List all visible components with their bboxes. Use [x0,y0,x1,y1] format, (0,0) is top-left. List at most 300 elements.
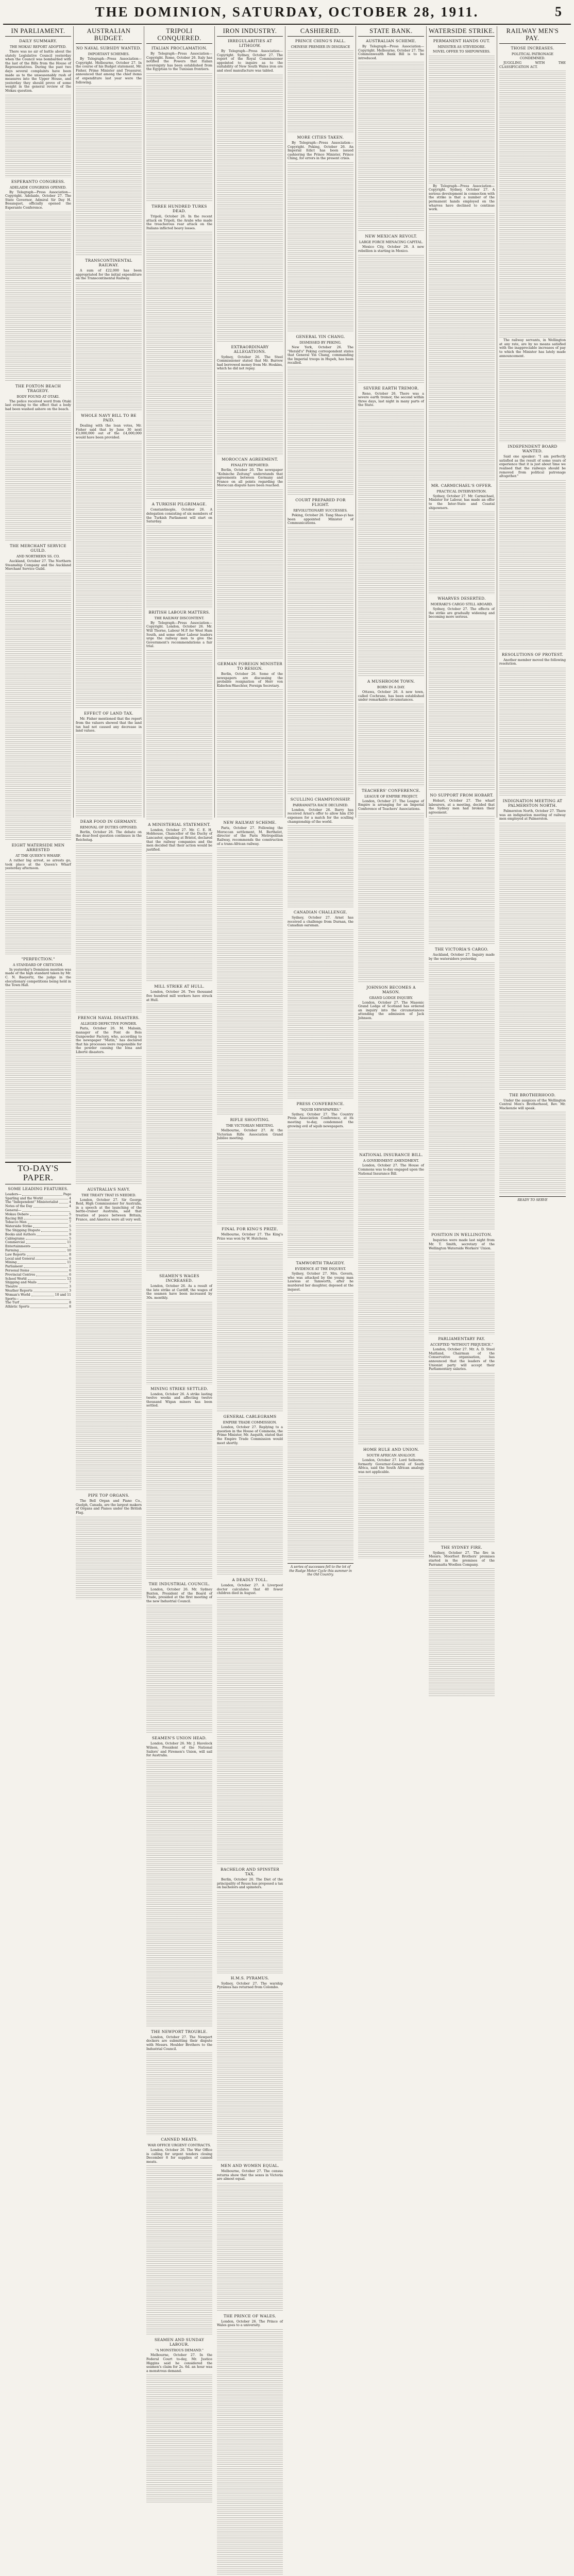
article-body-lines [76,86,142,256]
column-5 [285,26,356,1577]
toc-row [5,1269,71,1273]
article-body-lines [499,1112,566,1194]
article-body-lines [499,360,566,442]
article-body-lines [5,212,71,382]
toc-subheading: SOME LEADING FEATURES. [8,1186,69,1191]
column-8 [497,26,568,1202]
toc-page: 11 [67,1241,71,1245]
toc-leader [30,1213,68,1216]
toc-label: Law Reports [5,1252,26,1257]
article-heading: PERMANENT HANDS OUT. [433,39,491,43]
article-heading: IRREGULARITIES AT LITHGOW. [228,39,272,48]
article-text: Berlin, October 26. The Diet of the principality of Reuss has proposed a tax on bachelors and spinsters. [217,1877,283,1890]
article-text: London, October 27. Replying to a question in the House of Commons, the Prime Minister, Mr. Asquith, stated that the Empire Trade Commission would meet shortly. [217,1426,283,1445]
toc-row [5,1261,71,1265]
article-heading: WHOLE NAVY BILL TO BE PAID. [81,413,137,422]
article-text: London, October 27. Lord Selborne, formerly Governor-General of South Africa, said the South African analogy was not applicable. [358,1459,424,1475]
toc-leader [24,1217,68,1220]
toc-page: 5 [69,1236,71,1241]
article-heading: NEW MEXICAN REVOLT. [365,234,417,239]
toc-leader [22,1209,70,1212]
article-body-lines [288,367,353,496]
toc-page: 2 [69,1265,71,1269]
article-text: The railway servants, in Wellington at any rate, are by no means satisfied with the inappreciable increases of pay to which the Minister has lately made announcement. [499,338,566,358]
article-text: Hobart, October 27. The wharf labourers, at a meeting, decided that the Sydney men had broken their agreement. [429,799,495,815]
article-text: Said one speaker: "I am perfectly satisfied as the result of some years of experience that it is just about time we realised that the railways should be removed from political patronage altogether." [499,455,566,479]
article-heading: EIGHT WATERSIDE MEN ARRESTED [11,843,65,853]
article-heading: THREE HUNDRED TURKS DEAD. [151,204,207,213]
toc-row [5,1297,71,1301]
toc-leader [59,1200,68,1204]
article-subheading: POLITICAL PATRONAGE CONDEMNED. [511,52,554,60]
article-text: Sydney, October 27. The effects of the strike are gradually widening and becoming more serious. [429,607,495,619]
article-subheading: A GOVERNMENT AMENDMENT. [363,1159,419,1163]
article-subheading: REMOVAL OF DUTIES OPPOSED. [80,825,138,829]
article-subheading: WAR OFFICE URGENT CONTRACTS. [147,2143,211,2148]
article-subheading: GRAND LODGE INQUIRY. [369,995,413,1000]
article-text: London, October 27. Mr. C. E. H. Hobhouse, Chancellor of the Duchy of Lancaster, speaking at Bristol, declared that the railway companies and the men decided that their action would be justified. [146,828,212,852]
toc-page: Page [63,1192,71,1196]
article-body-lines [146,526,212,608]
toc-row [5,1241,71,1245]
columns [3,26,571,2373]
toc-label: Athletic Sports [5,1305,29,1309]
toc-row [5,1229,71,1233]
article-body-lines [146,853,212,982]
article-text: By Telegraph—Press Association—Copyright. Sydney, October 27. The report of the Royal Commissioner appointed to inquire as to the suitability of New South Wales iron ore and steel manufacture was tabled. [217,49,283,73]
article-subheading: THE RAILWAY DISCONTENT. [154,616,205,620]
article-text: Auckland, October 27. The Northern Steamship Company and the Auckland Merchant Service Guild. [5,560,71,571]
toc-page: 4 [69,1205,71,1209]
article-heading: FRENCH NAVAL DISASTERS. [77,1015,140,1021]
article-body-lines [76,1517,142,1599]
toc-label: Cablegrams [5,1236,25,1241]
toc-row [5,1217,71,1221]
article-heading: SEAMEN'S WAGES INCREASED. [159,1274,199,1283]
article-body-lines [358,1177,424,1445]
article-heading: THE SYDNEY FIRE. [441,1545,483,1550]
toc-page: 10 [67,1248,71,1252]
article-text: London, October 26. Two thousand five hundred mill workers have struck at Hull. [146,990,212,1002]
article-body-lines [76,1056,142,1185]
article-text: By Telegraph—Press Association—Copyright. Rome, October 26. Italy has notified the Powers that Italian sovereignty has been established from the Egyptian to the Tunisian frontiers. [146,52,212,72]
article-body-lines [358,255,424,384]
article-body-lines [429,56,495,184]
article-heading: THE BROTHERHOOD. [509,1092,556,1097]
article-text: Mexico City, October 26. A new rebellion is starting in Mexico. [358,245,424,253]
article-body-lines [429,1568,495,1697]
article-text: Melbourne, October 27. In the Federal Court to-day, Mr. Justice Higgins said he considered the seamen's claim for 2s. 6d. an hour was a monstrous demand. [146,2353,212,2373]
toc-row [5,1281,71,1285]
advertisement: READY TO SERVE [499,1196,566,1202]
article-heading: A DEADLY TOLL. [232,1578,268,1583]
article-heading: INDEPENDENT BOARD WANTED. [508,444,558,454]
toc-label: School World [5,1277,27,1281]
toc-leader [26,1237,68,1240]
toc-leader [33,1205,68,1208]
article-body-lines [146,1004,212,1272]
article-body-lines [76,1223,142,1491]
article-text: Sydney, October 27. The fire in Messrs. Moorfoot Brothers' premises started in the premises of the Parramatta Woollen Company. [429,1551,495,1567]
article-heading: A TURKISH PILGRIMAGE. [151,502,207,507]
toc-row [5,1213,71,1217]
toc-row [5,1237,71,1241]
toc-leader [41,1229,68,1232]
article-body-lines [358,409,424,677]
article-subheading: DISMISSED BY PEKING. [299,340,342,345]
article-body-lines [146,650,212,820]
toc-page: 5 [69,1228,71,1232]
toc-row [5,1285,71,1289]
column-heading: RAILWAY MEN'S PAY. [499,27,566,44]
article-body-lines [146,1302,212,1384]
article-text: London, October 26. Barry has received Arnst's offer to allow him £50 expenses for a match for the sculling championship of the world. [288,808,353,824]
toc-page: 6 [69,1268,71,1273]
toc-label: Provincial Centres [5,1273,36,1277]
article-text: JUGGLING WITH THE CLASSIFICATION ACT. [499,61,566,69]
column-heading: CASHIERED. [288,27,353,37]
article-subheading: SOUTH AFRICAN ANALOGY. [366,1453,416,1458]
toc-label: Woman's World [5,1293,30,1297]
column-heading: AUSTRALIAN BUDGET. [76,27,142,44]
article-subheading: MOERAKI'S CARGO STILL ABOARD. [430,602,493,607]
article-body-lines [217,1142,283,1225]
article-heading: THE VICTORIA'S CARGO. [434,947,489,952]
article-subheading: BODY FOUND AT OTAKI. [16,394,60,399]
article-heading: POSITION IN WELLINGTON. [431,1232,492,1238]
column-heading: IN PARLIAMENT. [5,27,71,37]
toc-row [5,1197,71,1201]
article-text: New York, October 26. The "Herald's" Peking correspondent states that General Yin Chang, commanding the Imperial troops in Hupeh, has been recalled. [288,345,353,365]
article-heading: THE INDUSTRIAL COUNCIL. [148,1581,210,1586]
article-text: Under the auspices of the Wellington Central Men's Brotherhood, Rev. Mr. Mackenzie will speak. [499,1098,566,1110]
article-heading: MORE CITIES TAKEN. [297,135,344,140]
article-body-lines [146,232,212,500]
article-text: Peking, October 26. Tang Shao-yi has been appointed Minister of Communications. [288,513,353,526]
toc-label: Leaders— [5,1192,22,1196]
article-heading: THOSE INCREASES. [511,46,554,50]
column-7 [427,26,497,1567]
toc-label: Mokau Debate [5,1212,29,1216]
toc-row [5,1289,71,1293]
toc-leader [28,1221,68,1224]
article-heading: MINING STRIKE SETTLED. [150,1386,208,1391]
article-text: By Telegraph—Press Association—Copyright. Melbourne, October 27. In the course of his Budget statement, Mr. Fisher, Prime Minister and Treasurer, announced that among the chief items of expenditure last year were the following. [76,57,142,84]
article-subheading: ACCEPTED "WITHOUT PREJUDICE." [430,1343,494,1347]
article-subheading: EMPIRE TRADE COMMISSION. [223,1420,277,1425]
toc-label: The "Independent" Ministerialist [5,1200,59,1205]
article-text: Tripoli, October 26. In the recent attack on Tripoli, the Arabs who made the treacherous rear attack on the Italians inflicted heavy losses. [146,214,212,230]
toc-page: 4 [69,1196,71,1200]
toc-label: Farming [5,1248,19,1252]
toc-leader [30,1269,68,1272]
article-heading: SEVERE EARTH TREMOR. [363,385,419,391]
article-subheading: THE MOKAU REPORT ADOPTED. [9,45,66,49]
article-body-lines [5,413,71,541]
toc-leader [36,1273,68,1276]
article-body-lines [5,95,71,177]
article-heading: RESOLUTIONS OF PROTEST. [501,652,564,657]
article-heading: WHARVES DESERTED. [437,596,486,601]
article-heading: INDIGNATION MEETING AT PALMERSTON NORTH. [502,798,563,808]
article-body-lines [288,527,353,795]
article-text: Berlin, October 26. The newspaper "Kolnische Zeitung" understands that agreements between Germany and France on all points regarding the Moroccan dispute have been reached. [217,468,283,488]
article-text: NOVEL OFFER TO SHIPOWNERS. [433,50,491,54]
article-text: A rather big arrest, so arrests go, took place at the Queen's Wharf yesterday afternoon. [5,859,71,871]
article-text: London, October 27. Sir George Reid, High Commissioner for Australia, in a speech at the launching of the battle-cruiser Australia, said that treaties of peace between Britain, France, and America were all very well. [76,1198,142,1222]
article-body-lines [429,962,495,1230]
article-heading: BACHELOR AND SPINSTER TAX. [221,1867,279,1876]
article-text: Reno, October 26. There was a severe earth tremor, the second within three days, last night in many parts of the State. [358,392,424,408]
article-text: Auckland, October 27. Inquiry made by the watersiders yesterday. [429,953,495,961]
article-text: Another member moved the following resolution. [499,658,566,666]
toc-page: 8 [69,1305,71,1309]
toc-label: Notes of the Day [5,1205,32,1209]
article-body-lines [358,1476,424,1558]
article-heading: THE MERCHANT SERVICE GUILD. [10,544,66,553]
article-text: London, October 27. The Newport dockers are submitting their dispute with Messrs. Houlder Brothers to the Industrial Council. [146,2035,212,2051]
article-body-lines [358,62,424,232]
toc-row [5,1209,71,1213]
article-text: London, October 26. The Prince of Wales goes to a university. [217,2319,283,2328]
toc-row [5,1265,71,1269]
article-text: Palmerston North, October 27. There was an indignation meeting of railway men employed at Palmerston. [499,809,566,821]
toc-page: 3 [69,1289,71,1293]
article-text: The police received word from Otaki last evening to the effect that a body had been washed ashore on the beach. [5,399,71,411]
toc-label: Local and General [5,1257,35,1261]
toc-row [5,1293,71,1297]
article-heading: ITALIAN PROCLAMATION. [151,46,208,50]
article-heading: EFFECT OF LAND TAX. [84,711,133,716]
article-body-lines [499,71,566,338]
article-heading: A MINISTERIAL STATEMENT. [148,822,211,827]
toc-leader [27,1253,68,1256]
toc-page: 7 [69,1281,71,1285]
toc-leader [30,1305,68,1308]
article-body-lines [217,1447,283,1575]
article-text: Sydney, October 27. Arnst has received a challenge from Durnan, the Canadian oarsman. [288,916,353,928]
toc-leader [24,1265,68,1268]
article-body-lines [358,813,424,983]
article-body-lines [429,213,495,481]
article-body-lines [217,848,283,1115]
article-body-lines [76,843,142,1013]
article-subheading: EVIDENCE AT THE INQUEST. [295,1267,346,1272]
toc-row [5,1277,71,1281]
toc-row [5,1305,71,1309]
article-body-lines [288,825,353,908]
article-text: London, October 26. Mr. J. Havelock Wilson, President of the National Sailors' and Firemen's Union, will sail for Australia. [146,1742,212,1758]
article-text: Paris, October 26. M. Malssin, manager of the Pont de Bois Gunpowder Factory, who, according to the newspaper "Matin," has declared that his processes were responsible for the powder causing the Iéna and Liberté disasters. [76,1027,142,1055]
article-heading: CANADIAN CHALLENGE. [293,910,348,915]
toc-label: Mining [5,1261,17,1265]
toc-heading: TO-DAY'S PAPER. [5,1164,71,1184]
article-heading: FINAL FOR KING'S PRIZE. [222,1227,278,1232]
article-body-lines [5,573,71,841]
column-3 [144,26,215,2373]
column-4 [215,26,285,2328]
toc-label: Sparling and the World [5,1196,43,1200]
article-subheading: FINALITY REPORTED. [230,463,269,467]
toc-page: 11 [67,1261,71,1265]
article-heading: TAMWORTH TRAGEDY. [296,1261,345,1266]
toc-label: Shipping and Mails [5,1281,37,1285]
article-heading: BRITISH LABOUR MATTERS. [148,609,210,615]
article-body-lines [217,75,283,343]
toc-leader [20,1301,68,1304]
column-heading: IRON INDUSTRY. [217,27,283,37]
article-text: London, October 26. The War Office is calling for urgent tenders closing December 8 for supplies of canned meats. [146,2148,212,2164]
toc-label: Books and Authors [5,1232,36,1236]
toc-row [5,1273,71,1277]
advertisement: A series of successes fell to the lot of the Rudge Motor Cycle this summer in the Old Country. [288,1563,353,1577]
article-text: London, October 27. The League of Empire is arranging for an Imperial Conference of Teachers' Associations. [358,799,424,811]
article-text: In yesterday's Dominion mention was made of the high standard taken by Mr. C. N. Baeyertz, the judge in the elocutionary competitions being held in the Town Hall. [5,968,71,988]
article-heading: NEW RAILWAY SCHEME. [223,820,277,825]
article-text: Paris, October 27. Following the Moroccan settlement, M. Berthelot, director of the Paris Metropolitan Railway, recommends the construction of a trans-African railway. [217,826,283,846]
article-subheading: "SQUIB NEWSPAPERS." [300,1107,341,1112]
article-subheading: ALLEGED DEFECTIVE POWDER. [80,1022,137,1026]
article-heading: SEAMEN'S UNION HEAD. [151,1736,207,1741]
article-text: London, October 26. As a result of the late strike at Cardiff, the wages of the seamen have been increased by 30s. monthly. [146,1284,212,1300]
article-text: London, October 27. The Masonic Grand Lodge of Scotland has ordered an inquiry into the circumstances attending the admission of Jack Johnson. [358,1001,424,1020]
toc-page: 4 [69,1200,71,1205]
article-text: Sydney, October 27. Mrs. Govern, who was attacked by the young man Lawless at Tamworth, after he murdered her daughter, deposed at the inquest. [288,1272,353,1292]
toc-label: Personal Items [5,1268,29,1273]
toc-leader [33,1225,68,1228]
article-heading: THE NEWPORT TROUBLE. [151,2029,208,2034]
toc-page: 6 [69,1257,71,1261]
article-body-lines [217,1991,283,2161]
article-heading: H.M.S. PYRAMUS. [230,1975,269,1980]
article-subheading: PARRAMATTA RACE DECLINED. [293,803,348,807]
article-subheading: ADELAIDE CONGRESS OPENED. [10,185,66,190]
article-heading: MILL STRIKE AT HULL. [154,984,205,989]
article-body-lines [217,489,283,659]
article-heading: PIPE TOP ORGANS. [88,1493,130,1498]
article-body-lines [288,1130,353,1259]
article-heading: SCULLING CHAMPIONSHIP. [290,796,351,802]
article-text: Berlin, October 26. The debate on the dear-food question continues in the Reichstag. [76,830,142,842]
column-6 [356,26,427,1475]
article-text: Dealing with the loan votes, Mr. Fisher said that by June 30 next £3,000,000 out of the £4,000,000 would have been provided. [76,423,142,439]
toc-row [5,1225,71,1229]
toc-page: 6 [69,1216,71,1221]
article-heading: AUSTRALIAN SCHEME. [366,39,416,43]
toc-row [5,1249,71,1253]
toc-page: 6 [69,1273,71,1277]
article-subheading: MINISTER AS STEVEDORE. [437,45,486,49]
article-heading: SEAMEN AND SUNDAY LABOUR. [154,2337,205,2347]
article-text: Sydney, October 27. Mr. Carmichael, Minister for Labour, has made an offer to the Inter-State and Coastal shipowners. [429,494,495,510]
article-text: The Bell Organ and Piano Co., Guelph, Canada, are the largest makers of Organs and Pianos under the British Flag. [76,1499,142,1515]
article-body-lines [217,372,283,455]
article-text: Melbourne, October 27. The census returns show that the sexes in Victoria are almost equal. [217,2169,283,2181]
article-text: London, October 27. A Liverpool doctor calculates that 40 fewer children died in August. [217,1584,283,1596]
article-body-lines [288,162,353,332]
article-subheading: THE VICTORIAN MEETING. [226,1124,274,1128]
article-text: A sum of £22,000 has been appropriated for the initial expenditure on the Transcontinental Railway. [76,269,142,281]
article-text: Sydney, October 26. The Steel Commissioner stated that Mr. Burrow had borrowed money from Mr. Hoskins, which he did not repay. [217,355,283,371]
article-body-lines [429,1373,495,1543]
toc-list [5,1193,71,1309]
toc-label: Waterside Strike [5,1225,32,1229]
article-text: London, October 26. Mr. Sydney Buxton, President of the Board of Trade, presided at the first meeting of the new Industrial Council. [146,1587,212,1603]
article-subheading: PRACTICAL INTERVENTION. [436,489,487,494]
article-body-lines [217,2329,283,2576]
article-heading: "PERFECTION." [21,956,55,961]
article-body-lines [499,823,566,1091]
toc-leader [37,1233,68,1236]
toc-label: The Shipping Dispute [5,1228,40,1232]
toc-leader [19,1285,68,1288]
article-body-lines [217,1891,283,1974]
toc-row [5,1205,71,1209]
toc-page: 5 [69,1225,71,1229]
article-heading: PRINCE CHING'S FALL. [295,39,346,43]
article-body-lines [5,989,71,1159]
article-text: By Telegraph—Press Association—Copyright. Adelaide, October 27. The State Governor, Admiral Sir Day H. Bosanquet, officially opened the Esperanto Conference. [5,190,71,210]
article-body-lines [146,1605,212,1734]
article-heading: GENERAL CABLEGRAMS [223,1414,277,1419]
toc-leader [20,1249,66,1252]
column-2 [74,26,144,1515]
toc-label: Tobacco Men [5,1221,27,1225]
toc-row [5,1257,71,1261]
article-subheading: CHINESE PREMIER IN DISGRACE [291,45,350,49]
article-subheading: AT THE QUEEN'S WHARF. [15,854,61,858]
article-body-lines [288,929,353,1099]
toc-leader [18,1261,66,1264]
article-heading: GENERAL YIN CHANG. [296,334,345,339]
toc-label: Theatre [5,1285,18,1289]
article-body-lines [499,480,566,650]
toc-row [5,1200,71,1205]
article-body-lines [288,50,353,133]
article-heading: NATIONAL INSURANCE BILL. [359,1153,423,1158]
article-heading: TRANSCONTINENTAL RAILWAY. [85,258,132,268]
toc-leader [26,1241,66,1244]
article-heading: MEN AND WOMEN EQUAL. [221,2163,279,2168]
toc-page: 13 [67,1277,71,1281]
toc-page: 7 [69,1221,71,1225]
article-heading: THE FOXTON BEACH TRAGEDY. [15,383,61,393]
article-text: London, October 26. A strike lasting twelve weeks and affecting twelve thousand Wigan miners has been settled. [146,1392,212,1408]
article-heading: HOME RULE AND UNION. [363,1447,419,1452]
toc-leader [44,1197,68,1200]
article-heading: MR. CARMICHAEL'S OFFER. [431,483,493,488]
toc-leader [33,1289,68,1292]
article-heading: PRESS CONFERENCE. [296,1101,345,1106]
article-subheading: THE TREATY THAT IS NEEDED. [81,1193,136,1197]
article-subheading: LARGE FORCE MENACING CAPITAL. [359,240,424,245]
article-text: By Telegraph—Press Association—Copyright. Sydney, October 27. A serious development in connection with the strike is that a number of the permanent hands employed on the wharves have declined to continue work. [429,184,495,212]
toc-row [5,1233,71,1237]
article-heading: RIFLE SHOOTING. [230,1117,270,1123]
article-text: Mr. Fisher mentioned that the report from the valuers showed that the land tax had not caused any decrease in land values. [76,717,142,733]
toc-page: 9 [69,1232,71,1236]
article-heading: A MUSHROOM TOWN. [367,679,415,684]
article-body-lines [429,621,495,791]
article-text: Melbourne, October 27. At the Victorian Rifle Association Grand Jubilee meeting. [217,1129,283,1141]
toc-leader [31,1293,54,1296]
article-body-lines [358,1022,424,1150]
article-subheading: AND NORTHERN SS. CO. [16,554,60,559]
article-subheading: BORN IN A DAY. [377,685,406,689]
article-text: Melbourne, October 27. The King's Prize was won by W. Hutchens. [217,1233,283,1241]
toc-row [5,1301,71,1305]
article-heading: NO SUPPORT FROM HOBART. [430,792,494,798]
